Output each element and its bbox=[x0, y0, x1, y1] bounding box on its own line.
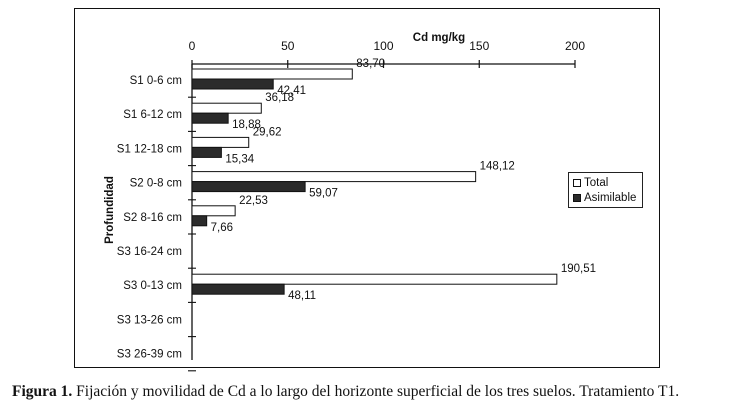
data-label-asimilable: 7,66 bbox=[210, 221, 234, 234]
category-label: S1 6-12 cm bbox=[123, 109, 182, 122]
data-label-asimilable: 59,07 bbox=[309, 187, 338, 200]
legend-label-asimilable: Asimilable bbox=[584, 191, 637, 204]
data-label-total: 190,51 bbox=[560, 263, 597, 276]
category-label: S1 12-18 cm bbox=[116, 143, 182, 156]
figure-caption-label: Figura 1. bbox=[12, 383, 73, 400]
data-label-asimilable: 15,34 bbox=[225, 153, 255, 166]
legend-swatch-total bbox=[573, 179, 581, 187]
category-label: S2 0-8 cm bbox=[129, 177, 182, 190]
category-label: S3 0-13 cm bbox=[123, 280, 182, 293]
x-tick-label: 150 bbox=[469, 39, 490, 53]
legend-item-total bbox=[573, 175, 642, 190]
x-tick-label: 0 bbox=[188, 39, 196, 53]
bar-total bbox=[192, 274, 557, 284]
data-label-total: 83,70 bbox=[356, 58, 386, 70]
bar-asimilable bbox=[192, 113, 228, 123]
figure-caption-text: Fijación y movilidad de Cd a lo largo del horizonte superficial de los tres suelos. Tratamiento T1. bbox=[72, 383, 680, 400]
bar-total bbox=[192, 137, 249, 147]
data-label-asimilable: 18,88 bbox=[232, 119, 261, 132]
legend-label-total: Total bbox=[584, 176, 609, 189]
data-label-total: 29,62 bbox=[252, 126, 282, 139]
bar-total bbox=[192, 69, 352, 79]
category-label: S3 13-26 cm bbox=[116, 314, 182, 327]
figure-caption bbox=[12, 383, 679, 401]
legend-item-asimilable bbox=[573, 190, 642, 205]
chart-bars bbox=[192, 69, 557, 294]
bar-total bbox=[192, 206, 235, 216]
chart-legend bbox=[568, 172, 643, 208]
data-label-asimilable: 48,11 bbox=[288, 290, 317, 303]
x-tick-label: 50 bbox=[281, 39, 295, 53]
category-label: S1 0-6 cm bbox=[129, 75, 182, 87]
category-label: S3 26-39 cm bbox=[116, 348, 182, 361]
y-axis-title: Profundidad bbox=[104, 176, 116, 244]
bar-total bbox=[192, 172, 476, 182]
data-label-total: 148,12 bbox=[479, 160, 515, 173]
data-label-total: 36,18 bbox=[265, 92, 295, 105]
data-label-asimilable: 42,41 bbox=[277, 85, 306, 97]
category-label: S2 8-16 cm bbox=[123, 211, 182, 224]
x-tick-label: 200 bbox=[564, 39, 586, 53]
x-tick-label: 100 bbox=[373, 39, 394, 53]
data-label-total: 22,53 bbox=[239, 194, 268, 207]
bar-asimilable bbox=[192, 182, 305, 192]
x-axis-title: Cd mg/kg bbox=[412, 32, 466, 44]
bar-total bbox=[192, 103, 261, 113]
chart-labels bbox=[117, 58, 596, 361]
bar-asimilable bbox=[192, 79, 273, 89]
bar-asimilable bbox=[192, 284, 284, 294]
bar-asimilable bbox=[192, 216, 207, 226]
category-label: S3 16-24 cm bbox=[116, 246, 182, 258]
legend-swatch-asimilable bbox=[573, 194, 581, 202]
bar-asimilable bbox=[192, 147, 221, 157]
